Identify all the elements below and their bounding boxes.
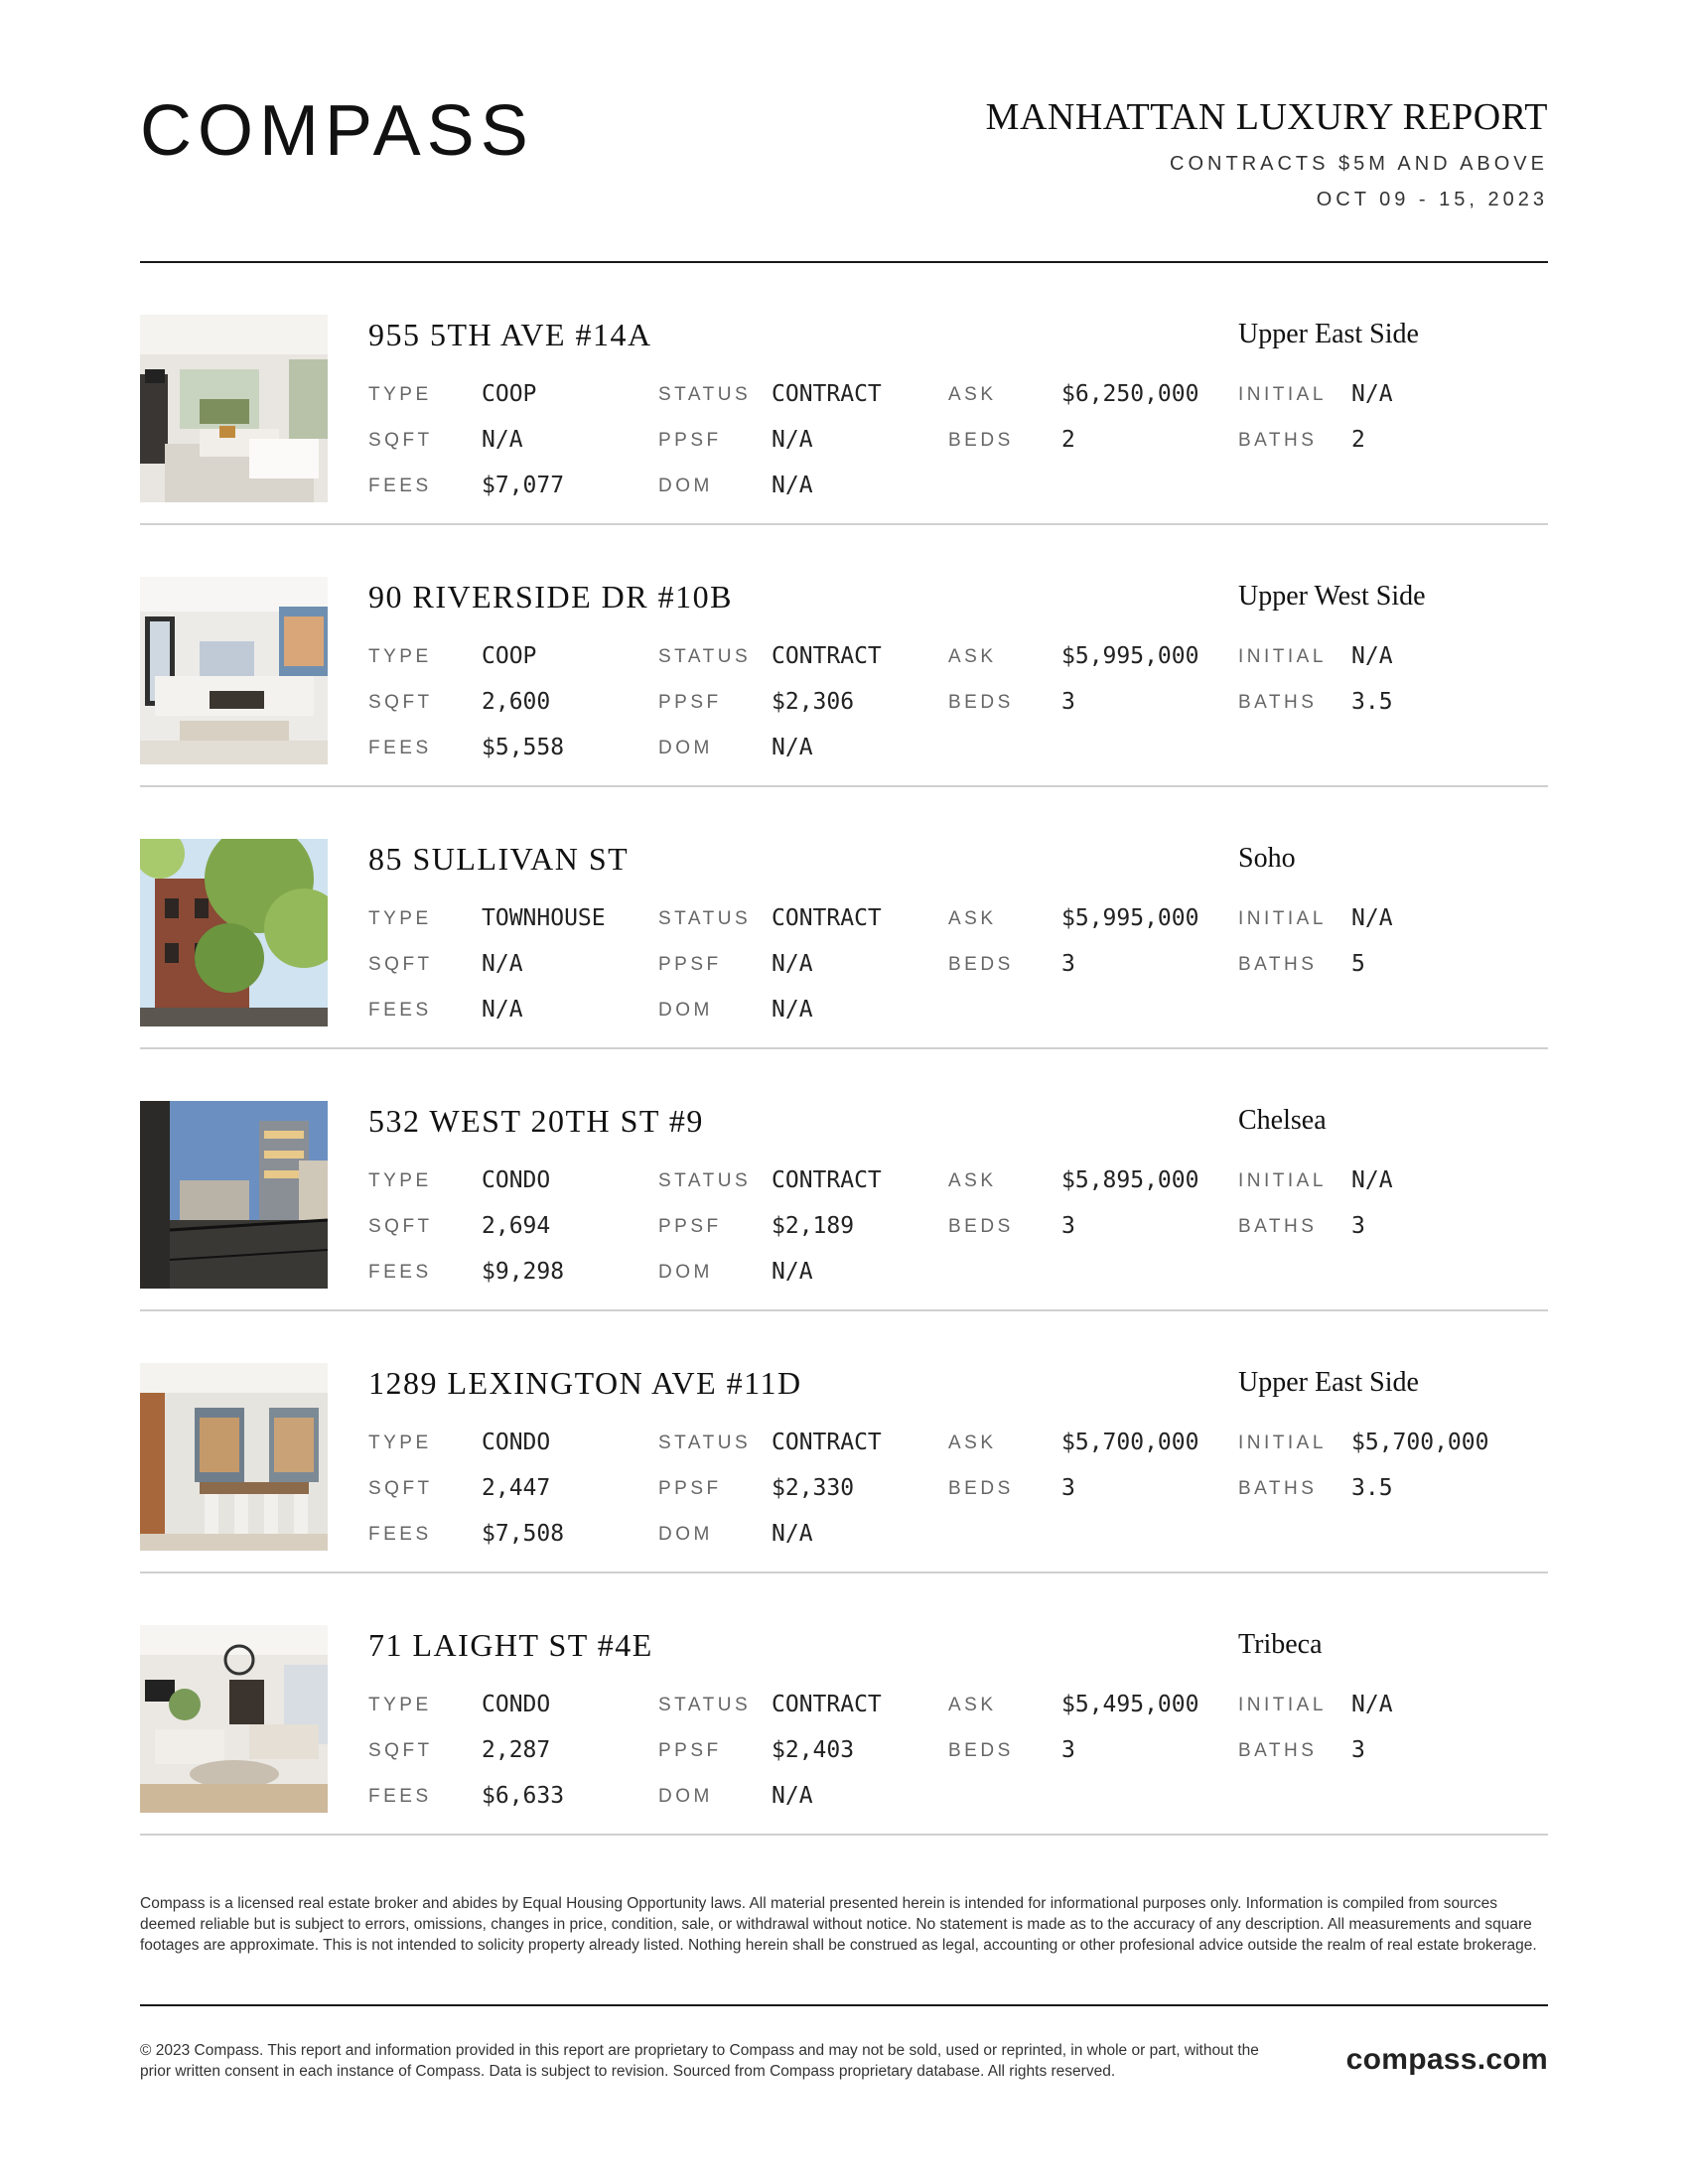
ppsf-label: PPSF xyxy=(658,1740,722,1761)
property-photo xyxy=(140,1625,328,1813)
dom-label: DOM xyxy=(658,1000,713,1021)
ask-value: $5,700,000 xyxy=(1061,1430,1199,1455)
fees-label: FEES xyxy=(368,1786,432,1807)
dom-value: N/A xyxy=(772,997,813,1023)
dom-label: DOM xyxy=(658,738,713,758)
dom-value: N/A xyxy=(772,735,813,760)
compass-logo xyxy=(140,95,567,165)
initial-label: INITIAL xyxy=(1238,384,1327,405)
listing-neighborhood: Upper East Side xyxy=(1238,1367,1419,1398)
status-value: CONTRACT xyxy=(772,1692,882,1717)
dom-value: N/A xyxy=(772,1783,813,1809)
sqft-label: SQFT xyxy=(368,1478,433,1499)
dom-label: DOM xyxy=(658,1524,713,1545)
listing-row xyxy=(140,1311,1548,1573)
baths-label: BATHS xyxy=(1238,1216,1318,1237)
status-value: CONTRACT xyxy=(772,643,882,669)
sqft-value: 2,447 xyxy=(482,1475,551,1501)
report-page xyxy=(140,0,1548,2184)
listing-address: 85 SULLIVAN ST xyxy=(368,841,630,877)
baths-label: BATHS xyxy=(1238,692,1318,713)
initial-value: N/A xyxy=(1351,381,1393,407)
beds-label: BEDS xyxy=(948,1478,1014,1499)
fees-value: $9,298 xyxy=(482,1259,565,1285)
ppsf-value: N/A xyxy=(772,427,813,453)
legal-disclaimer: Compass is a licensed real estate broker and abides by Equal Housing Opportunity laws. All material presented herein is intended for informational purposes only. Information is compiled from sources deemed reliable but is subject to errors, omissions, changes in price, condition, sale, or withdrawal without notice. No statement is made as to the accuracy of any description. All measurements and square footages are approximate. This is not intended to solicity property already listed. Nothing herein shall be construed as legal, accounting or other profesional advice outside the realm of real estate brokerage. xyxy=(140,1895,1537,1954)
initial-value: $5,700,000 xyxy=(1351,1430,1489,1455)
listing-neighborhood: Soho xyxy=(1238,843,1296,874)
status-label: STATUS xyxy=(658,1170,752,1191)
type-label: TYPE xyxy=(368,646,432,667)
dom-value: N/A xyxy=(772,1259,813,1285)
ask-label: ASK xyxy=(948,1170,997,1191)
baths-label: BATHS xyxy=(1238,954,1318,975)
beds-value: 3 xyxy=(1061,951,1075,977)
listing-row xyxy=(140,1049,1548,1311)
listing-row xyxy=(140,1573,1548,1836)
fees-value: N/A xyxy=(482,997,523,1023)
ask-value: $6,250,000 xyxy=(1061,381,1199,407)
footer-divider xyxy=(140,2004,1548,2006)
sqft-label: SQFT xyxy=(368,430,433,451)
status-label: STATUS xyxy=(658,908,752,929)
property-photo xyxy=(140,1101,328,1289)
baths-value: 3.5 xyxy=(1351,1475,1393,1501)
initial-label: INITIAL xyxy=(1238,1433,1327,1453)
fees-value: $7,508 xyxy=(482,1521,565,1547)
beds-value: 3 xyxy=(1061,689,1075,715)
listing-neighborhood: Tribeca xyxy=(1238,1629,1323,1660)
fees-value: $5,558 xyxy=(482,735,565,760)
sqft-label: SQFT xyxy=(368,1216,433,1237)
baths-value: 5 xyxy=(1351,951,1365,977)
ppsf-label: PPSF xyxy=(658,430,722,451)
status-value: CONTRACT xyxy=(772,1167,882,1193)
listing-neighborhood: Upper West Side xyxy=(1238,581,1426,612)
listing-row xyxy=(140,263,1548,525)
fees-label: FEES xyxy=(368,1262,432,1283)
baths-label: BATHS xyxy=(1238,1740,1318,1761)
type-label: TYPE xyxy=(368,1170,432,1191)
website-link[interactable]: compass.com xyxy=(1345,2043,1548,2076)
status-label: STATUS xyxy=(658,384,752,405)
listing-row xyxy=(140,787,1548,1049)
status-label: STATUS xyxy=(658,1433,752,1453)
ask-value: $5,995,000 xyxy=(1061,905,1199,931)
initial-value: N/A xyxy=(1351,905,1393,931)
dom-label: DOM xyxy=(658,1786,713,1807)
copyright-notice: © 2023 Compass. This report and information provided in this report are proprietary to Compass and may not be sold, used or reprinted, in whole or part, without the prior written consent in each instance of Compass. Data is subject to revision. Sourced from Compass proprietary database. All rights reserved. xyxy=(140,2042,1259,2080)
ask-label: ASK xyxy=(948,646,997,667)
ask-label: ASK xyxy=(948,384,997,405)
property-photo xyxy=(140,577,328,764)
type-label: TYPE xyxy=(368,1695,432,1715)
beds-label: BEDS xyxy=(948,1740,1014,1761)
sqft-value: 2,287 xyxy=(482,1737,551,1763)
sqft-value: N/A xyxy=(482,951,523,977)
sqft-value: 2,694 xyxy=(482,1213,551,1239)
ask-value: $5,995,000 xyxy=(1061,643,1199,669)
sqft-value: 2,600 xyxy=(482,689,551,715)
ppsf-label: PPSF xyxy=(658,954,722,975)
baths-label: BATHS xyxy=(1238,430,1318,451)
initial-value: N/A xyxy=(1351,643,1393,669)
ppsf-value: $2,189 xyxy=(772,1213,855,1239)
type-value: CONDO xyxy=(482,1430,551,1455)
report-header xyxy=(140,95,1548,264)
ask-label: ASK xyxy=(948,1433,997,1453)
type-value: COOP xyxy=(482,381,537,407)
type-label: TYPE xyxy=(368,908,432,929)
listing-address: 532 WEST 20TH ST #9 xyxy=(368,1103,704,1139)
initial-label: INITIAL xyxy=(1238,1695,1327,1715)
ppsf-label: PPSF xyxy=(658,1478,722,1499)
type-label: TYPE xyxy=(368,1433,432,1453)
sqft-value: N/A xyxy=(482,427,523,453)
type-value: CONDO xyxy=(482,1692,551,1717)
baths-value: 3.5 xyxy=(1351,689,1393,715)
beds-value: 2 xyxy=(1061,427,1075,453)
type-value: CONDO xyxy=(482,1167,551,1193)
listing-address: 71 LAIGHT ST #4E xyxy=(368,1627,653,1663)
beds-value: 3 xyxy=(1061,1737,1075,1763)
listing-neighborhood: Chelsea xyxy=(1238,1105,1327,1136)
property-photo xyxy=(140,839,328,1026)
svg-text:COMPASS: COMPASS xyxy=(140,95,534,165)
ask-value: $5,895,000 xyxy=(1061,1167,1199,1193)
ask-label: ASK xyxy=(948,908,997,929)
listing-address: 90 RIVERSIDE DR #10B xyxy=(368,579,733,614)
status-value: CONTRACT xyxy=(772,905,882,931)
beds-value: 3 xyxy=(1061,1213,1075,1239)
ask-value: $5,495,000 xyxy=(1061,1692,1199,1717)
sqft-label: SQFT xyxy=(368,954,433,975)
beds-value: 3 xyxy=(1061,1475,1075,1501)
fees-label: FEES xyxy=(368,738,432,758)
ppsf-value: $2,403 xyxy=(772,1737,855,1763)
dom-label: DOM xyxy=(658,1262,713,1283)
fees-label: FEES xyxy=(368,1524,432,1545)
fees-label: FEES xyxy=(368,476,432,496)
report-date: OCT 09 - 15, 2023 xyxy=(1316,189,1548,210)
ppsf-value: $2,306 xyxy=(772,689,855,715)
initial-label: INITIAL xyxy=(1238,646,1327,667)
ppsf-label: PPSF xyxy=(658,1216,722,1237)
baths-value: 2 xyxy=(1351,427,1365,453)
listing-address: 1289 LEXINGTON AVE #11D xyxy=(368,1365,802,1401)
type-value: TOWNHOUSE xyxy=(482,905,606,931)
listing-row xyxy=(140,525,1548,787)
initial-label: INITIAL xyxy=(1238,908,1327,929)
listing-address: 955 5TH AVE #14A xyxy=(368,317,652,352)
ppsf-label: PPSF xyxy=(658,692,722,713)
fees-value: $7,077 xyxy=(482,473,565,498)
beds-label: BEDS xyxy=(948,692,1014,713)
fees-label: FEES xyxy=(368,1000,432,1021)
beds-label: BEDS xyxy=(948,1216,1014,1237)
baths-value: 3 xyxy=(1351,1213,1365,1239)
ppsf-value: $2,330 xyxy=(772,1475,855,1501)
type-value: COOP xyxy=(482,643,537,669)
initial-value: N/A xyxy=(1351,1692,1393,1717)
status-label: STATUS xyxy=(658,1695,752,1715)
dom-label: DOM xyxy=(658,476,713,496)
beds-label: BEDS xyxy=(948,954,1014,975)
sqft-label: SQFT xyxy=(368,692,433,713)
beds-label: BEDS xyxy=(948,430,1014,451)
property-photo xyxy=(140,315,328,502)
status-label: STATUS xyxy=(658,646,752,667)
baths-value: 3 xyxy=(1351,1737,1365,1763)
ask-label: ASK xyxy=(948,1695,997,1715)
listing-neighborhood: Upper East Side xyxy=(1238,319,1419,349)
initial-label: INITIAL xyxy=(1238,1170,1327,1191)
ppsf-value: N/A xyxy=(772,951,813,977)
type-label: TYPE xyxy=(368,384,432,405)
property-photo xyxy=(140,1363,328,1551)
report-subtitle: CONTRACTS $5M AND ABOVE xyxy=(1170,153,1548,175)
status-value: CONTRACT xyxy=(772,381,882,407)
report-title: MANHATTAN LUXURY REPORT xyxy=(985,96,1548,138)
fees-value: $6,633 xyxy=(482,1783,565,1809)
dom-value: N/A xyxy=(772,1521,813,1547)
initial-value: N/A xyxy=(1351,1167,1393,1193)
dom-value: N/A xyxy=(772,473,813,498)
baths-label: BATHS xyxy=(1238,1478,1318,1499)
status-value: CONTRACT xyxy=(772,1430,882,1455)
sqft-label: SQFT xyxy=(368,1740,433,1761)
listings-list xyxy=(140,263,1548,1836)
